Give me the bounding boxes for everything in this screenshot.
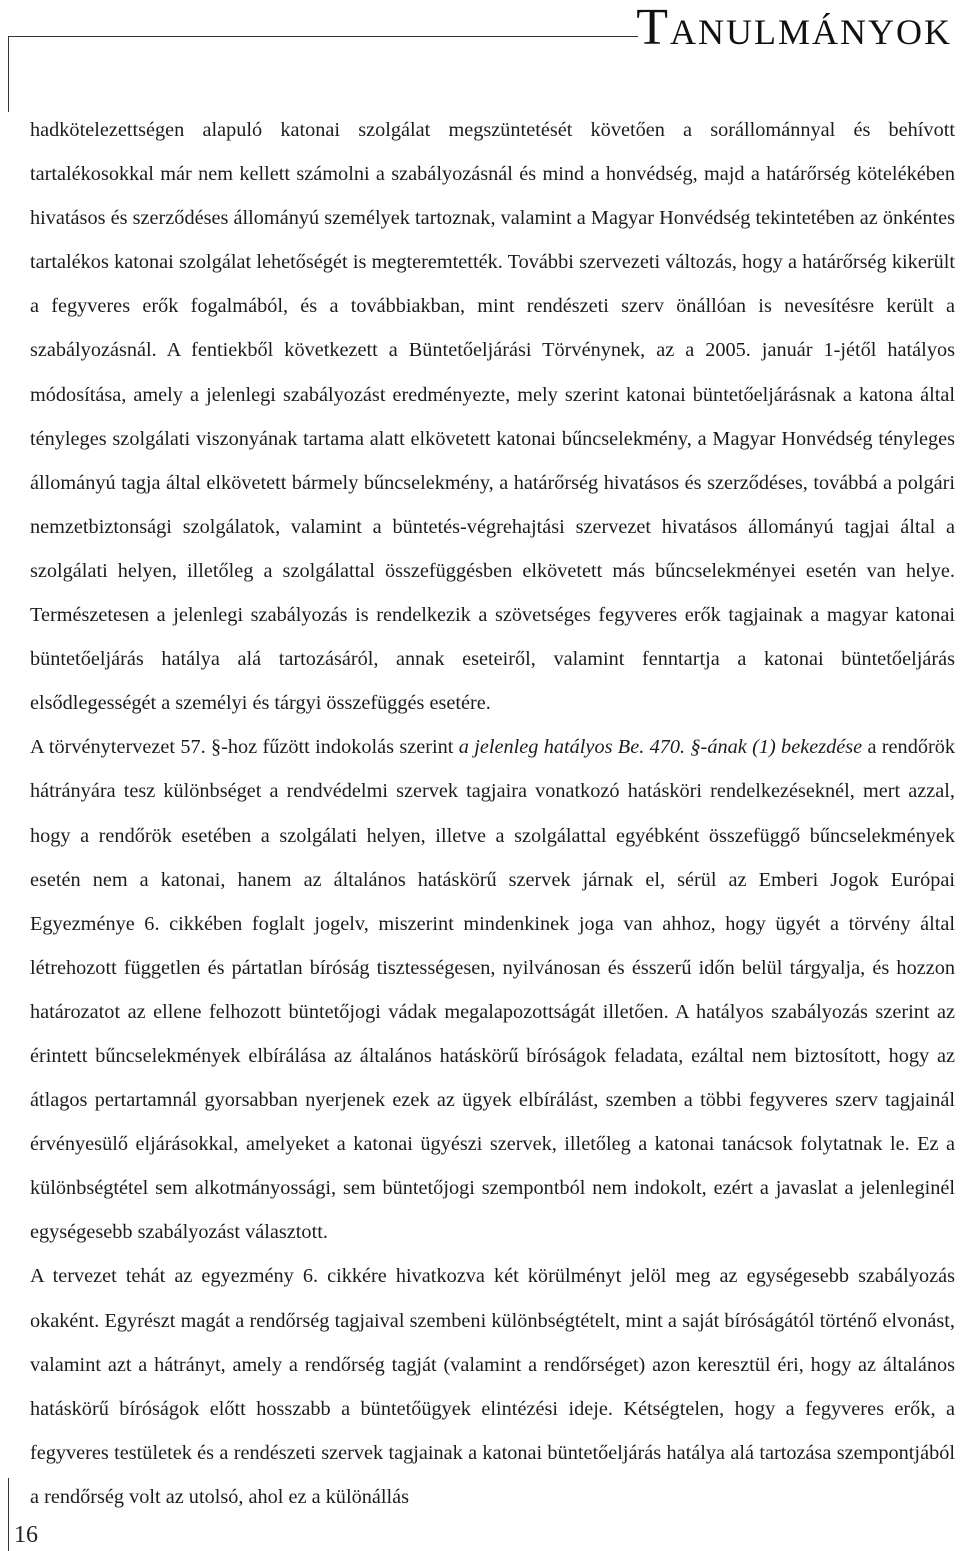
paragraph-2: [30, 725, 955, 1254]
paragraph-1: [30, 108, 955, 725]
section-title: Tanulmányok: [636, 0, 952, 56]
page-number: 16: [14, 1522, 38, 1548]
paragraph-2-text-a: A törvénytervezet 57. §-hoz fűzött indokolás szerint: [30, 736, 459, 759]
top-margin-rule-vertical: [8, 36, 9, 112]
top-margin-rule-horizontal: [8, 36, 638, 37]
article-body: [30, 108, 955, 1519]
paragraph-3: [30, 1254, 955, 1519]
paragraph-2-text-b: a rendőrök hátrányára tesz különbséget a rendvédelmi szervek tagjaira vonatkozó hatásköri rendelkezéseknél, mert azzal, hogy a rendőrök esetében a szolgálati helyen, illetve a szolgálattal egyébként összefüggő bűncselekmények esetén nem a katonai, hanem az általános hatáskörű szervek járnak el, sérül az Emberi Jogok Európai Egyezménye 6. cikkében foglalt jogelv, miszerint mindenkinek joga van ahhoz, hogy ügyét a törvény által létrehozott független és pártatlan bíróság tisztességesen, nyilvánosan és ésszerű időn belül tárgyalja, és hozzon határozatot az ellene felhozott büntetőjogi vádak megalapozottságát illetően. A hatályos szabályozás szerint az érintett bűncselekmények elbírálása az általános hatáskörű bíróságok feladata, ezáltal nem biztosított, hogy az átlagos pertartamnál gyorsabban nyerjenek ezek az ügyek elbírálást, szemben a többi fegyveres szerv tagjainál érvényesülő eljárásokkal, amelyeket a katonai ügyészi szervek, illetőleg a katonai tanácsok folytatnak le. Ez a különbségtétel sem alkotmányossági, sem büntetőjogi szempontból nem indokolt, ezért a javaslat a jelenleginél egységesebb szabályozást választott.: [30, 736, 956, 1244]
bottom-margin-rule-vertical: [8, 1478, 9, 1551]
paragraph-2-italic-citation: a jelenleg hatályos Be. 470. §-ának (1) bekezdése: [458, 736, 863, 759]
paragraph-1-text: hadkötelezettségen alapuló katonai szolgálat megszüntetését követően a sorállománnyal és behívott tartalékosokkal már nem kellett számolni a szabályozásnál és mind a honvédség, majd a határőrség kötelékében hivatásos és szerződéses állományú személyek tartoznak, valamint a Magyar Honvédség tekintetében az önkéntes tartalékos katonai szolgálat lehetőségét is megteremtették. További szervezeti változás, hogy a határőrség kikerült a fegyveres erők fogalmából, és a továbbiakban, mint rendészeti szerv önállóan is nevesítésre került a szabályozásnál. A fentiekből következett a Büntetőeljárási Törvénynek, az a 2005. január 1-jétől hatályos módosítása, amely a jelenlegi szabályozást eredményezte, mely szerint katonai büntetőeljárásnak a katona által tényleges szolgálati viszonyának tartama alatt elkövetett katonai bűncselekmény, a Magyar Honvédség tényleges állományú tagja által elkövetett bármely bűncselekmény, a határőrség hivatásos és szerződéses, továbbá a polgári nemzetbiztonsági szolgálatok, valamint a büntetés-végrehajtási szervezet hivatásos állományú tagjai által a szolgálati helyen, illetőleg a szolgálattal összefüggésben elkövetett más bűncselekményei esetén van helye. Természetesen a jelenlegi szabályozás is rendelkezik a szövetséges fegyveres erők tagjainak a magyar katonai büntetőeljárás hatálya alá tartozásáról, annak eseteiről, valamint fenntartja a katonai büntetőeljárás elsődlegességét a személyi és tárgyi összefüggés esetére.: [30, 119, 955, 715]
paragraph-3-text: A tervezet tehát az egyezmény 6. cikkére hivatkozva két körülményt jelöl meg az egységesebb szabályozás okaként. Egyrészt magát a rendőrség tagjaival szembeni különbségtételt, mint a saját bíróságától történő elvonást, valamint azt a hátrányt, amely a rendőrség tagját (valamint a rendőrséget) azon keresztül éri, hogy az általános hatáskörű bíróságok előtt hosszabb a büntetőügyek elintézési ideje. Kétségtelen, hogy a fegyveres erők, a fegyveres testületek és a rendészeti szervek tagjainak a katonai büntetőeljárás hatálya alá tartozása szempontjából a rendőrség volt az utolsó, ahol ez a különállás: [30, 1265, 955, 1508]
